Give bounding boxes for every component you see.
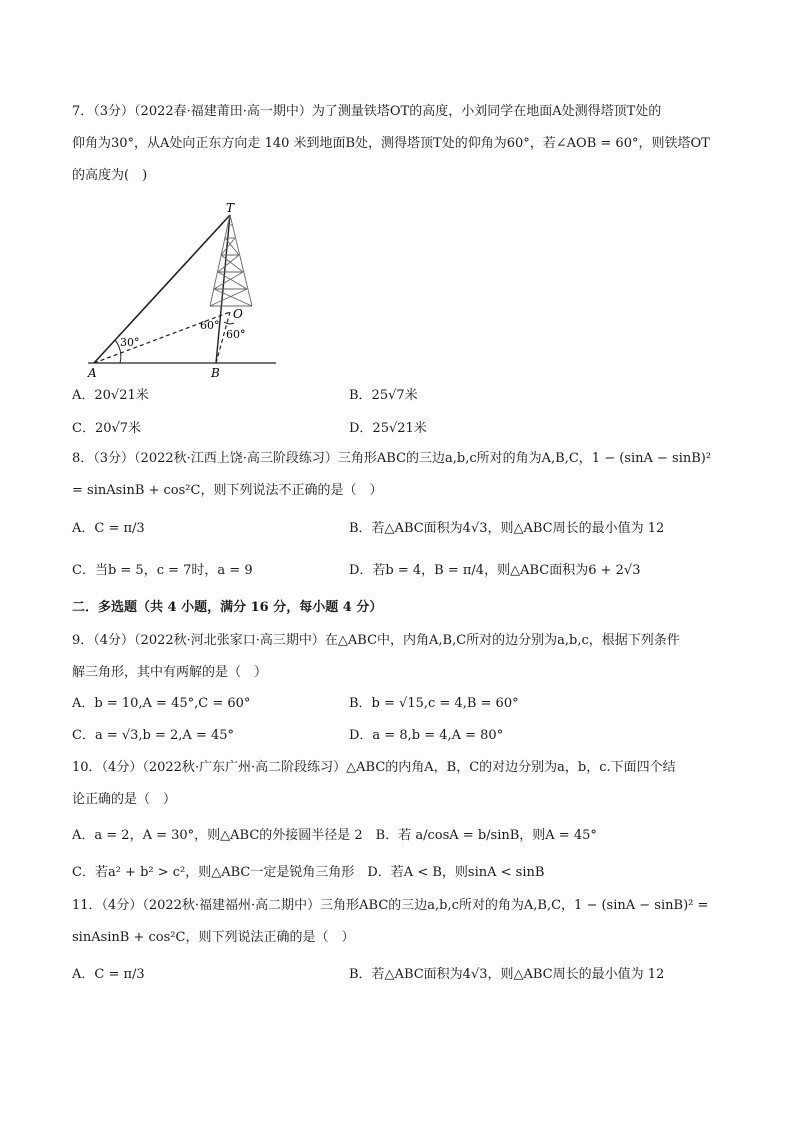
q9-option-d: D．a = 8,b = 4,A = 80° [349, 728, 504, 743]
q11-stem-line1: 11．（4分）（2022秋·福建福州·高二期中）三角形ABC的三边a,b,c所对的角为A,B,C，1 − (sinA − sinB)² = [72, 898, 709, 913]
q7-option-a: A．20√21米 [72, 388, 149, 403]
q9-option-b: B．b = √15,c = 4,B = 60° [349, 696, 519, 711]
label-A: A [88, 366, 97, 380]
label-B: B [211, 366, 220, 380]
q7-option-d: D．25√21米 [349, 421, 427, 436]
q8-option-d: D．若b = 4，B = π/4，则△ABC面积为6 + 2√3 [349, 563, 641, 578]
q9-option-c: C．a = √3,b = 2,A = 45° [72, 728, 235, 743]
q7-stem-line1: 7．（3分）（2022春·福建莆田·高一期中）为了测量铁塔OT的高度，小刘同学在地面A处测得塔顶T处的 [72, 104, 662, 119]
q10-stem-line1: 10．（4分）（2022秋·广东广州·高二阶段练习）△ABC的内角A，B，C的对边分别为a，b，c.下面四个结 [72, 760, 676, 775]
angle-label-A: 30° [120, 336, 140, 349]
section-title-multiple-choice: 二．多选题（共 4 小题，满分 16 分，每小题 4 分） [72, 600, 383, 615]
q10-options-ab: A．a = 2，A = 30°，则△ABC的外接圆半径是 2 B．若 a/cosA = b/sinB，则A = 45° [72, 828, 597, 843]
q8-option-c: C．当b = 5，c = 7时，a = 9 [72, 563, 253, 578]
line-AT [94, 215, 230, 363]
label-T: T [226, 201, 235, 215]
tower-figure [80, 200, 300, 380]
q8-option-a: A．C = π/3 [72, 521, 145, 536]
label-O: O [233, 307, 243, 321]
q11-option-b: B．若△ABC面积为4√3，则△ABC周长的最小值为 12 [349, 967, 665, 982]
tower-structure [210, 215, 252, 306]
angle-arc-O [224, 322, 234, 324]
q9-stem-line2: 解三角形，其中有两解的是（ ） [72, 665, 268, 680]
q8-option-b: B．若△ABC面积为4√3，则△ABC周长的最小值为 12 [349, 521, 665, 536]
angle-label-O2: 60° [226, 328, 246, 341]
q8-stem-line2: = sinAsinB + cos²C，则下列说法不正确的是（ ） [72, 483, 383, 498]
q9-option-a: A．b = 10,A = 45°,C = 60° [72, 696, 251, 711]
q11-option-a: A．C = π/3 [72, 967, 145, 982]
q7-stem-line2: 仰角为30°，从A处向正东方向走 140 米到地面B处，测得塔顶T处的仰角为60°，若∠AOB = 60°，则铁塔OT [72, 136, 710, 151]
q7-option-b: B．25√7米 [349, 388, 418, 403]
q10-stem-line2: 论正确的是（ ） [72, 792, 177, 807]
q9-stem-line1: 9．（4分）（2022秋·河北张家口·高三期中）在△ABC中，内角A,B,C所对的边分别为a,b,c，根据下列条件 [72, 633, 680, 648]
angle-label-O1: 60° [200, 319, 220, 332]
q11-stem-line2: sinAsinB + cos²C，则下列说法正确的是（ ） [72, 930, 355, 945]
q8-stem-line1: 8．（3分）（2022秋·江西上饶·高三阶段练习）三角形ABC的三边a,b,c所对的角为A,B,C，1 − (sinA − sinB)² [72, 451, 712, 466]
q10-options-cd: C．若a² + b² > c²，则△ABC一定是锐角三角形 D．若A < B，则sinA < sinB [72, 865, 545, 880]
q7-option-c: C．20√7米 [72, 421, 142, 436]
q7-stem-line3: 的高度为( ) [72, 168, 148, 183]
